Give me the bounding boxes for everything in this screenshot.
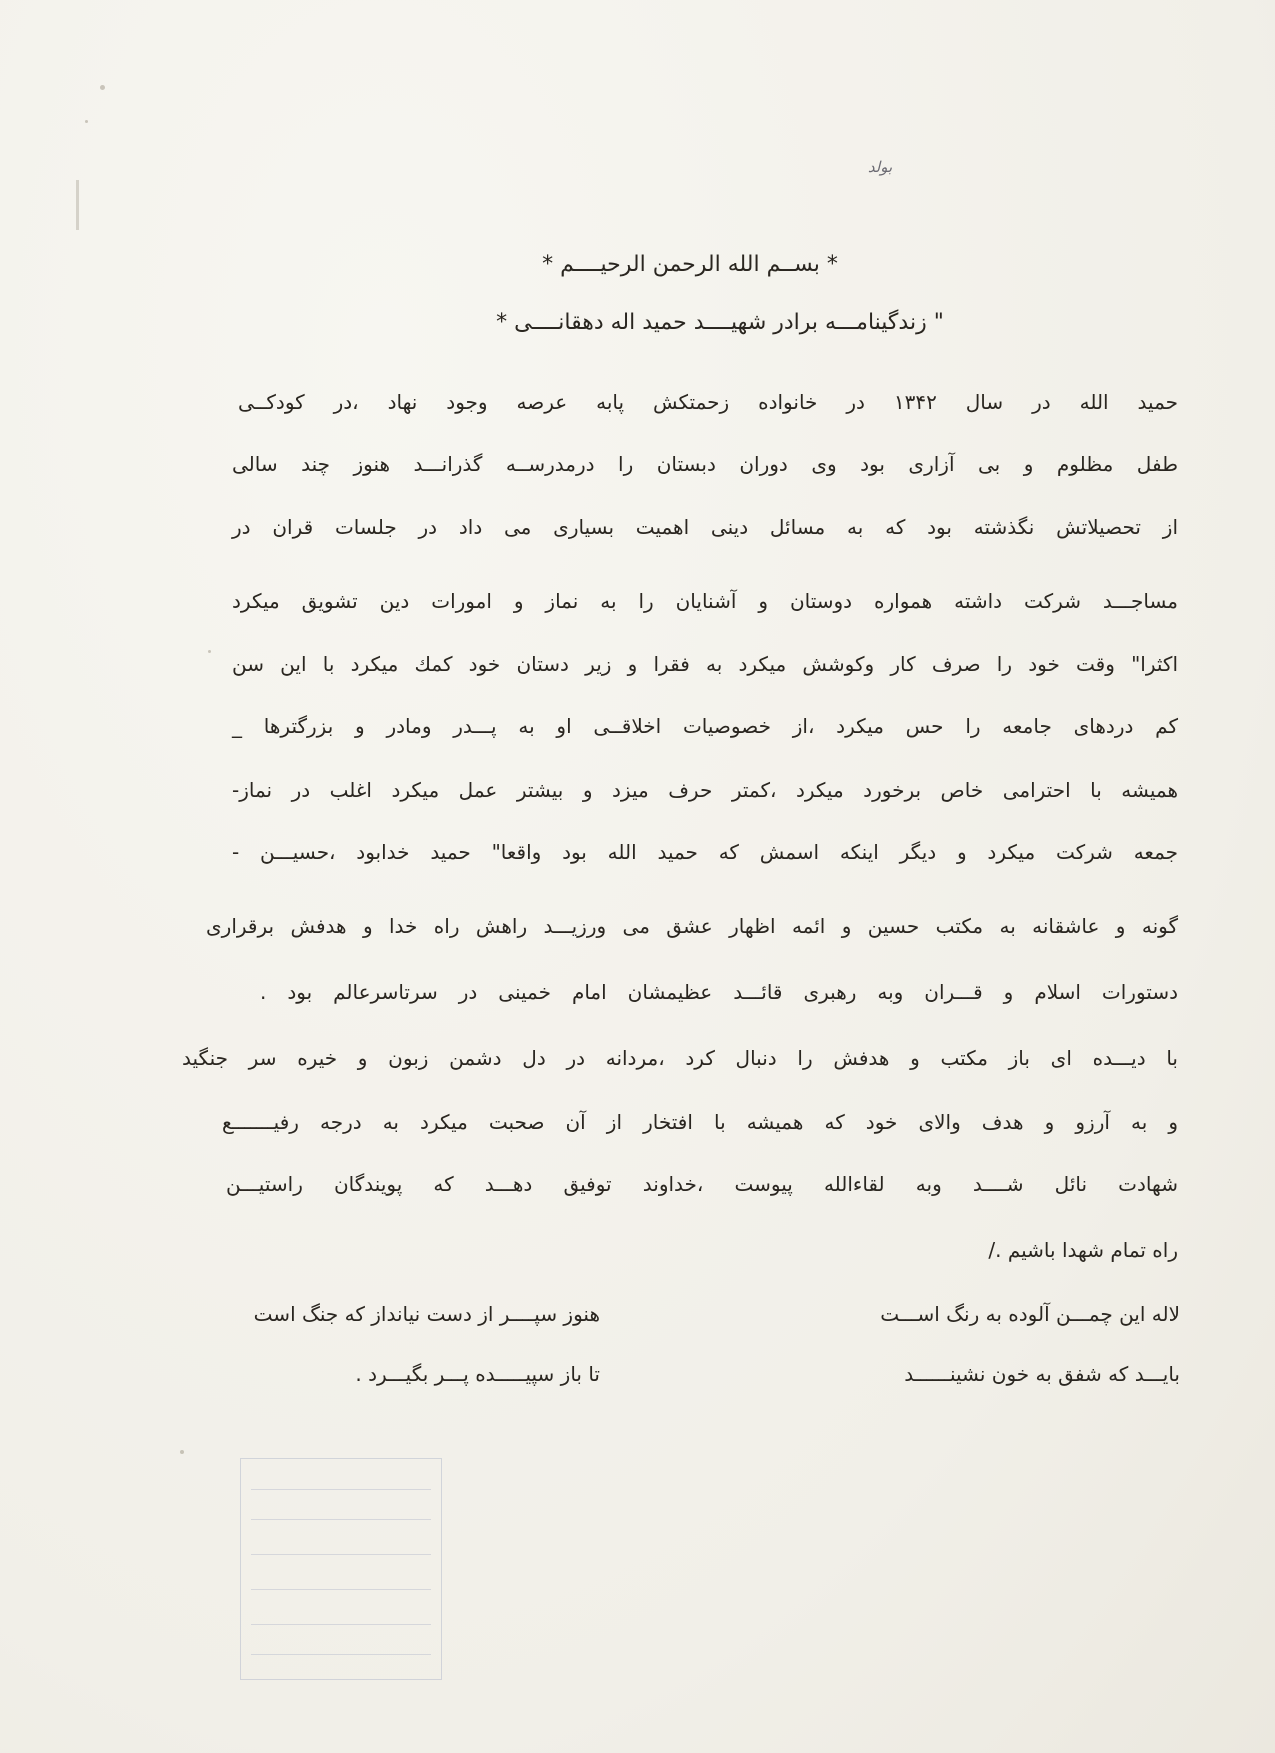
body-line: کم دردهای جامعه را حس میکرد ،از خصوصیات اخلاقــی او به پـــدر ومادر و بزرگترها _ <box>232 714 1178 738</box>
body-line: از تحصیلاتش نگذشته بود که به مسائل دینی اهمیت بسیاری می داد در جلسات قران در <box>232 515 1178 539</box>
body-line: مساجـــد شرکت داشته همواره دوستان و آشنایان را به نماز و امورات دین تشویق میکرد <box>232 589 1178 613</box>
document-title: " زندگینامـــه برادر شهیــــد حمید اله دهقانــــی * <box>496 310 944 335</box>
body-line: شهادت نائل شــــد وبه لقاءالله پیوست ،خداوند توفیق دهـــد که پویندگان راستیـــن <box>226 1172 1178 1196</box>
paper-speck <box>208 650 211 653</box>
poem-line: هنوز سپــــر از دست نیانداز که جنگ است <box>253 1302 600 1326</box>
body-line: حمید الله در سال ۱۳۴۲ در خانواده زحمتکش پابه عرصه وجود نهاد ،در کودکــی <box>238 390 1178 414</box>
body-line: همیشه با احترامی خاص برخورد میکرد ،کمتر حرف میزد و بیشتر عمل میکرد اغلب در نماز- <box>232 778 1178 802</box>
paper-speck <box>85 120 88 123</box>
bismillah-heading: * بســم الله الرحمن الرحيــــم * <box>542 252 838 277</box>
body-line: با دیـــده ای باز مکتب و هدفش را دنبال کرد ،مردانه در دل دشمن زبون و خیره سر جنگید <box>182 1046 1178 1070</box>
body-line: طفل مظلوم و بی آزاری بود وی دوران دبستان را درمدرســه گذرانـــد هنوز چند سالی <box>232 452 1178 476</box>
body-line: گونه و عاشقانه به مکتب حسین و ائمه اظهار عشق می ورزیـــد راهش راه خدا و هدفش برقراری <box>206 914 1178 938</box>
body-line: راه تمام شهدا باشیم ./ <box>988 1238 1178 1262</box>
faded-stamp <box>240 1458 442 1680</box>
body-line: دستورات اسلام و قـــران وبه رهبری قائـــد عظیمشان امام خمینی در سرتاسرعالم بود . <box>260 980 1178 1004</box>
poem-line: تا باز سپیـــــده پـــر بگیـــرد . <box>355 1362 600 1386</box>
body-line: اکثرا" وقت خود را صرف کار وکوشش میکرد به فقرا و زیر دستان خود کمك میکرد با این سن <box>232 652 1178 676</box>
handwritten-note: بولد <box>867 158 893 176</box>
body-line: و به آرزو و هدف والای خود که همیشه با افتخار از آن صحبت میکرد به درجه رفیـــــــع <box>222 1110 1178 1134</box>
poem-line: بایـــد که شفق به خون نشینــــــد <box>904 1362 1180 1386</box>
paper-speck <box>100 85 105 90</box>
poem-line: لاله این چمـــن آلوده به رنگ اســـت <box>880 1302 1180 1326</box>
body-line: جمعه شرکت میکرد و دیگر اینکه اسمش که حمید الله بود واقعا" حمید خدابود ،حسیـــن - <box>232 840 1178 864</box>
margin-mark <box>76 180 79 230</box>
paper-speck <box>180 1450 184 1454</box>
